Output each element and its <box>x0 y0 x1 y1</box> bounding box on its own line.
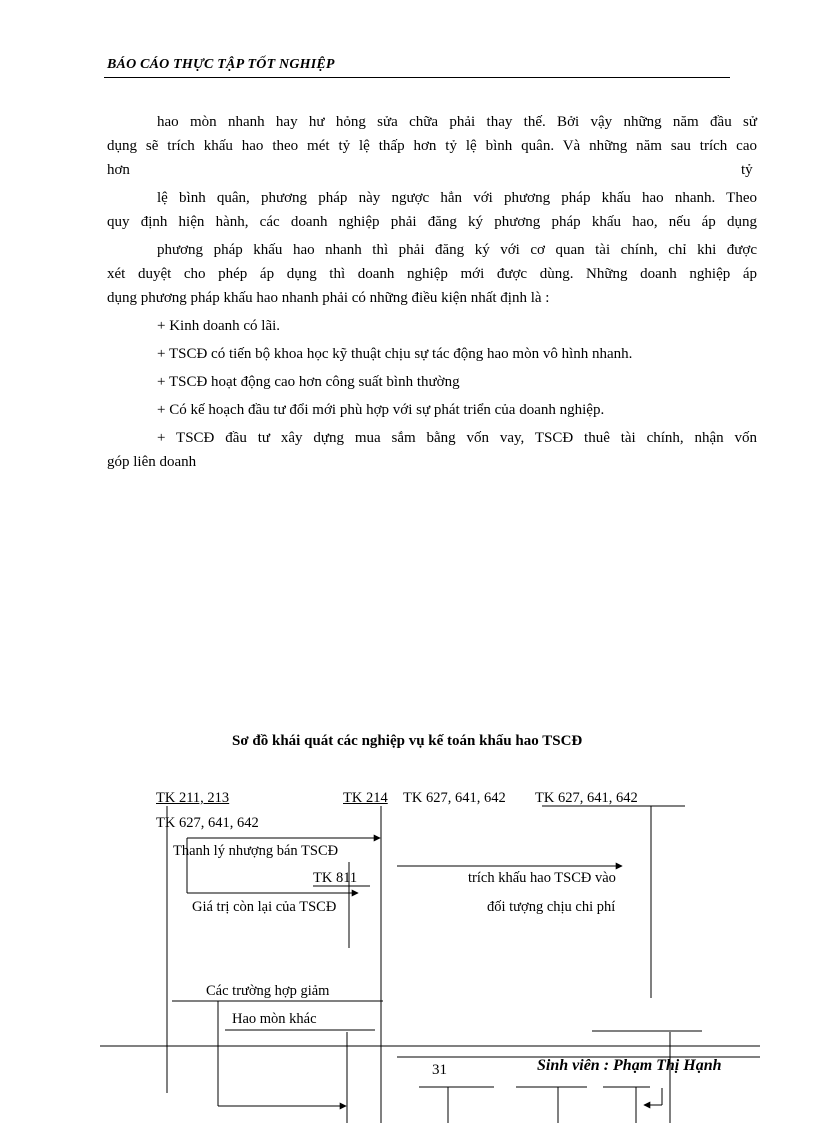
paragraph-3-line-1: phương pháp khấu hao nhanh thì phải đăng ký với cơ quan tài chính, chỉ khi được <box>157 242 757 258</box>
paragraph-2-line-2: quy định hiện hành, các doanh nghiệp phải đăng ký phương pháp khấu hao, nếu áp dụng <box>107 214 757 230</box>
account-tk627-c: TK 627, 641, 642 <box>156 815 259 831</box>
account-tk627-b: TK 627, 641, 642 <box>535 790 638 806</box>
bullet-item-last-line-2: góp liên doanh <box>107 454 197 470</box>
bullet-item-last-line-1: + TSCĐ đầu tư xây dựng mua sắm bằng vốn vay, TSCĐ thuê tài chính, nhận vốn <box>157 430 757 446</box>
account-tk811: TK 811 <box>313 870 358 886</box>
paragraph-1-line-3-right: tỷ <box>741 162 753 178</box>
account-tk211: TK 211, 213 <box>156 790 230 806</box>
paragraph-3-line-3: dụng phương pháp khấu hao nhanh phải có những điều kiện nhất định là : <box>107 290 550 306</box>
label-hao-mon-khac: Hao mòn khác <box>232 1011 317 1027</box>
label-cac-truong-hop-giam: Các trường hợp giảm <box>206 983 330 999</box>
paragraph-3-line-2: xét duyệt cho phép áp dụng thì doanh nghiệp mới được dùng. Những doanh nghiệp áp <box>107 266 757 282</box>
student-name: Sinh viên : Phạm Thị Hạnh <box>537 1057 722 1074</box>
bullet-item: + Kinh doanh có lãi. <box>157 318 281 334</box>
bullet-item: + TSCĐ hoạt động cao hơn công suất bình thường <box>157 374 460 390</box>
label-doi-tuong: đối tượng chịu chi phí <box>487 899 616 915</box>
label-trich-khau-hao: trích khấu hao TSCĐ vào <box>468 870 616 886</box>
paragraph-1-line-3-left: hơn <box>107 162 130 178</box>
account-tk627-a: TK 627, 641, 642 <box>403 790 506 806</box>
paragraph-1-line-2: dụng sẽ trích khấu hao theo mét tỷ lệ thấp hơn tỷ lệ bình quân. Và những năm sau trích cao <box>107 138 757 154</box>
label-thanh-ly: Thanh lý nhượng bán TSCĐ <box>173 843 339 859</box>
page-number: 31 <box>432 1062 447 1078</box>
page-header-title: BÁO CÁO THỰC TẬP TỐT NGHIỆP <box>107 57 335 72</box>
diagram-title: Sơ đồ khái quát các nghiệp vụ kế toán khấu hao TSCĐ <box>232 733 583 749</box>
account-tk214: TK 214 <box>343 790 388 806</box>
bullet-item: + Có kế hoạch đầu tư đổi mới phù hợp với sự phát triển của doanh nghiệp. <box>157 402 605 418</box>
bullet-item: + TSCĐ có tiến bộ khoa học kỹ thuật chịu sự tác động hao mòn vô hình nhanh. <box>157 346 633 362</box>
paragraph-2-line-1: lệ bình quân, phương pháp này ngược hẳn với phương pháp khấu hao nhanh. Theo <box>157 190 757 206</box>
label-gia-tri: Giá trị còn lại của TSCĐ <box>192 899 337 915</box>
paragraph-1-line-1: hao mòn nhanh hay hư hỏng sửa chữa phải thay thế. Bởi vậy những năm đầu sử <box>157 114 757 130</box>
